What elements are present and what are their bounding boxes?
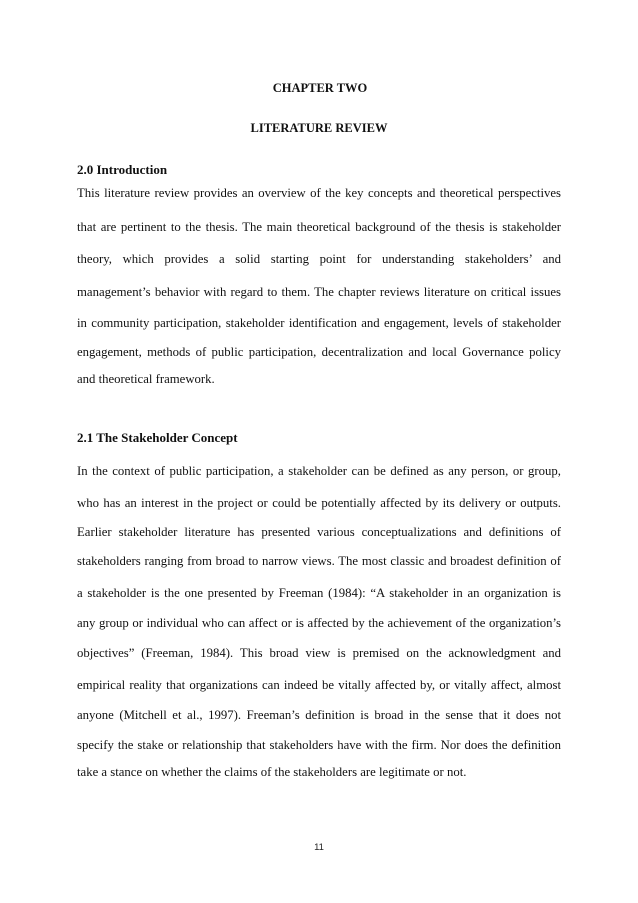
page-number: 11 bbox=[314, 842, 324, 853]
stakeholder-line-1: In the context of public participation, a stakeholder can be defined as any person, or group, bbox=[77, 464, 561, 478]
stakeholder-line-6: any group or individual who can affect or is affected by the achievement of the organization’s bbox=[77, 616, 561, 630]
section-heading-stakeholder-concept: 2.1 The Stakeholder Concept bbox=[77, 430, 238, 445]
stakeholder-line-4: stakeholders ranging from broad to narrow views. The most classic and broadest definition of bbox=[77, 554, 561, 568]
introduction-line-1: This literature review provides an overview of the key concepts and theoretical perspectives bbox=[77, 186, 561, 200]
introduction-line-4: management’s behavior with regard to them. The chapter reviews literature on critical issues bbox=[77, 285, 561, 299]
stakeholder-line-11: take a stance on whether the claims of the stakeholders are legitimate or not. bbox=[77, 765, 467, 779]
introduction-line-6: engagement, methods of public participation, decentralization and local Governance policy bbox=[77, 345, 561, 359]
introduction-line-5: in community participation, stakeholder identification and engagement, levels of stakeholder bbox=[77, 316, 561, 330]
stakeholder-line-10: specify the stake or relationship that stakeholders have with the firm. Nor does the definition bbox=[77, 738, 561, 752]
introduction-line-7: and theoretical framework. bbox=[77, 372, 215, 386]
stakeholder-line-2: who has an interest in the project or could be potentially affected by its delivery or outputs. bbox=[77, 496, 561, 510]
chapter-title: CHAPTER TWO bbox=[272, 81, 368, 95]
stakeholder-line-3: Earlier stakeholder literature has presented various conceptualizations and definitions of bbox=[77, 525, 561, 539]
main-title: LITERATURE REVIEW bbox=[250, 121, 388, 135]
stakeholder-line-5: a stakeholder is the one presented by Freeman (1984): “A stakeholder in an organization is bbox=[77, 586, 561, 600]
stakeholder-line-7: objectives” (Freeman, 1984). This broad view is premised on the acknowledgment and bbox=[77, 646, 561, 660]
section-heading-introduction: 2.0 Introduction bbox=[77, 162, 168, 177]
stakeholder-line-9: anyone (Mitchell et al., 1997). Freeman’s definition is broad in the sense that it does not bbox=[77, 708, 561, 722]
introduction-line-2: that are pertinent to the thesis. The main theoretical background of the thesis is stakeholder bbox=[77, 220, 561, 234]
stakeholder-line-8: empirical reality that organizations can indeed be vitally affected by, or vitally affect, almost bbox=[77, 678, 561, 692]
introduction-line-3: theory, which provides a solid starting point for understanding stakeholders’ and bbox=[77, 252, 561, 266]
